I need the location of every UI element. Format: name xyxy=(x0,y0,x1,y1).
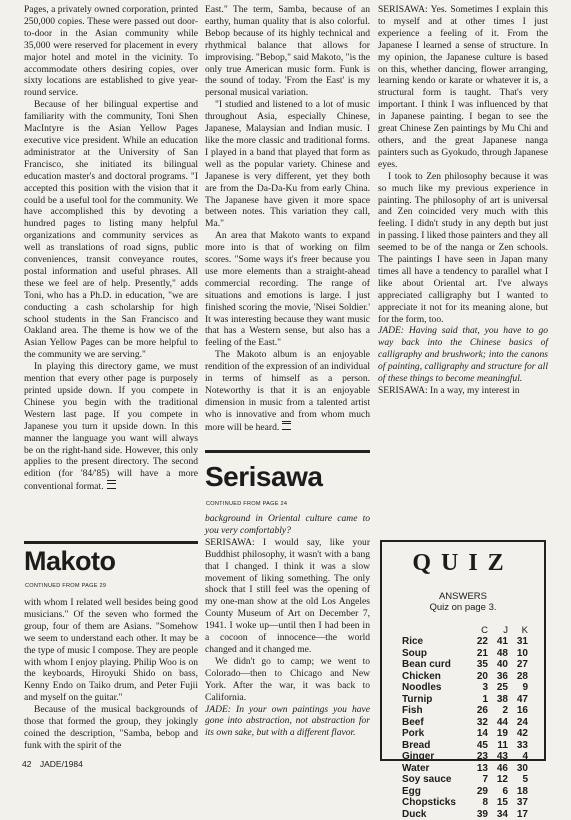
quiz-row xyxy=(402,671,528,683)
quiz-answer: 23 xyxy=(468,751,488,763)
quiz-answer: 10 xyxy=(508,648,528,660)
paragraph: with whom I related well besides being good musicians." Of the seven who formed the group, four of them are Asians. "Somehow we seem to understand each other. It may be the type of music I compose. They are people with whom I enjoy playing. Philip Woo is on the keyboards, Hiroyuki Shido on bass, Kenny Endo on Taiko drum, and Peter Fujii and myself on the guitar." xyxy=(24,597,198,704)
quiz-answer: 7 xyxy=(468,774,488,786)
paragraph: In playing this directory game, we must mention that every other page is purposely printed upside down. If you compete in Chinese you begin with the traditional Western last page. If you compete in Japanese you turn it upside down. In this manner the language you want will always be on the right-hand side. However, this only applies to the present directory. The second edition (for '84/'85) will have a more conventional format. xyxy=(24,361,198,493)
paragraph: Because of the musical backgrounds of those that formed the group, they jokingly coined the description, "Samba, bebop and funk with the spirit of the xyxy=(24,704,198,752)
makoto-rule xyxy=(24,541,198,544)
quiz-food: Duck xyxy=(402,809,468,820)
paragraph: I took to Zen philosophy because it was so much like my previous experience in painting. The philosophy of art is universal and Zen coincided very much with this feeling. I didn't study in any depth but just in passing. I liked those painters and they all seemed to be of the nanga or Zen schools. The paintings I have seen in Japan many times all have a tendency to parallel what I like about Oriental art. I've always appreciated calligraphy but I wanted to appreciate it not for its meaning alone, but for the form, too. xyxy=(378,171,548,326)
quiz-row xyxy=(402,763,528,775)
quiz-answer: 29 xyxy=(468,786,488,798)
quiz-row xyxy=(402,786,528,798)
quiz-answer: 17 xyxy=(508,809,528,820)
quiz-row xyxy=(402,648,528,660)
quiz-page-reference: Quiz on page 3. xyxy=(382,602,544,613)
quiz-food: Chicken xyxy=(402,671,468,683)
quiz-answer: 2 xyxy=(488,705,508,717)
publication-name: JADE/1984 xyxy=(40,759,83,769)
paragraph: Because of her bilingual expertise and familiarity with the community, Toni Shen MacIntyre is the Asian Yellow Pages executive vice president. While an education administrator at the University of San Francisco, she initiated its bilingual education master's and doctoral programs. "I accepted this position with the vision that it could be a useful tool for the community. We have accomplished this by devoting a hundred pages to listing many helpful organizations and community services as well as translations of road signs, public conveniences, transit conveyance routes, postal information and useful phrases. All these we feel are of help. Presently," adds Toni, who has a Ph.D. in education, "we are conducting a cash scholarship for high school students in the San Francisco and Oakland area. The theme is how we of the Asian Yellow Pages can be more helpful to the community we are serving." xyxy=(24,99,198,361)
quiz-answer: 6 xyxy=(488,786,508,798)
paragraph: An area that Makoto wants to expand more into is that of working on film scores. "Some ways it's freer because you use more elements than a straight-ahead commercial recording. The range of situations and emotions is large. I just finished scoring the movie, 'Nisei Soldier.' It was interesting because they want music that has a Western sense, but also has a feeling of the East." xyxy=(205,230,370,349)
quiz-column-header: C xyxy=(468,624,488,636)
paragraph: We didn't go to camp; we went to Colorado—then to Chicago and New York. After the war, it was back to California. xyxy=(205,656,370,704)
paragraph: JADE: Having said that, you have to go way back into the Chinese basics of calligraphy and brushwork; into the canons of painting, calligraphy and structure for all of these things to become meaningful. xyxy=(378,325,548,385)
quiz-answer: 35 xyxy=(468,659,488,671)
makoto-headline: Makoto xyxy=(24,548,116,575)
quiz-answer: 24 xyxy=(508,717,528,729)
serisawa-continued-label: CONTINUED FROM PAGE 24 xyxy=(206,501,287,507)
quiz-answer: 21 xyxy=(468,648,488,660)
quiz-row xyxy=(402,809,528,820)
quiz-answer: 31 xyxy=(508,636,528,648)
paragraph: SERISAWA: In a way, my interest in xyxy=(378,385,548,397)
page-footer xyxy=(22,759,89,769)
quiz-answer: 28 xyxy=(508,671,528,683)
quiz-food: Soy sauce xyxy=(402,774,468,786)
end-of-article-mark xyxy=(282,421,291,430)
quiz-answer: 45 xyxy=(468,740,488,752)
quiz-food: Turnip xyxy=(402,694,468,706)
quiz-answer: 37 xyxy=(508,797,528,809)
quiz-answers-table xyxy=(402,624,528,820)
quiz-row xyxy=(402,751,528,763)
quiz-food: Beef xyxy=(402,717,468,729)
quiz-row xyxy=(402,682,528,694)
quiz-answer: 36 xyxy=(488,671,508,683)
quiz-answer: 48 xyxy=(488,648,508,660)
column-2 xyxy=(205,4,370,434)
quiz-box xyxy=(380,540,546,761)
quiz-answer: 27 xyxy=(508,659,528,671)
quiz-answer: 9 xyxy=(508,682,528,694)
paragraph: "I studied and listened to a lot of music throughout Asia, especially Chinese, Japanese, Malaysian and Indian music. I like the more classic and traditional forms. I played in a band that played that form as well as the popular variety. Chinese and Japanese is very different, yet they both are from the Da-Da-Ku from early China. The Japanese have given it more space between notes. This variation they call, Ma." xyxy=(205,99,370,230)
quiz-answer: 19 xyxy=(488,728,508,740)
quiz-row xyxy=(402,740,528,752)
quiz-answer: 39 xyxy=(468,809,488,820)
quiz-row xyxy=(402,659,528,671)
quiz-food: Rice xyxy=(402,636,468,648)
quiz-food: Fish xyxy=(402,705,468,717)
page-number: 42 xyxy=(22,759,31,769)
quiz-answer: 34 xyxy=(488,809,508,820)
quiz-answer: 12 xyxy=(488,774,508,786)
column-1 xyxy=(24,4,198,493)
makoto-continued-label: CONTINUED FROM PAGE 29 xyxy=(25,583,106,589)
paragraph: SERISAWA: I would say, like your Buddhist philosophy, it wasn't with a bang that I changed. I think it was a slow movement of liking something. The only shock that I still feel was the opening of my one-man show at the old Los Angeles County Museum of Art on December 7, 1941. I woke up—until then I had been in a cocoon of innocence—the world changed and it changed me. xyxy=(205,537,370,656)
paragraph: SERISAWA: Yes. Sometimes I explain this to myself and at other times I just experience a feeling of it. From the Japanese I learned a sense of structure. In my opinion, the Japanese culture is based on this, whether dancing, flower arranging, learning kendo or karate or whatever it is, a structural form is taught. That's very important. I think I was influenced by that in Japanese painting. I began to see the great Chinese Zen paintings by Mu Chi and others, and the great Japanese nanga painters such as Gyokudo, through Japanese eyes. xyxy=(378,4,548,171)
quiz-answers-label: ANSWERS xyxy=(382,591,544,602)
quiz-row xyxy=(402,636,528,648)
quiz-answer: 32 xyxy=(468,717,488,729)
paragraph: The Makoto album is an enjoyable rendition of the expression of an individual in terms of himself as a person. Noteworthy is that it is an enjoyable dimension in music from a talented artist who is innovative and from whom much more will be heard. xyxy=(205,349,370,433)
quiz-food: Ginger xyxy=(402,751,468,763)
quiz-answer: 15 xyxy=(488,797,508,809)
column-3 xyxy=(378,4,548,397)
quiz-answer: 33 xyxy=(508,740,528,752)
quiz-answer: 44 xyxy=(488,717,508,729)
paragraph: Pages, a privately owned corporation, printed 250,000 copies. These were passed out door-to-door in the Asian community while 35,000 were reserved for placement in every major hotel and motel in the vicinity. To accommodate others desiring copies, over sixty locations are established to give year-round service. xyxy=(24,4,198,99)
serisawa-headline: Serisawa xyxy=(205,463,322,490)
quiz-answer: 26 xyxy=(468,705,488,717)
quiz-answer: 43 xyxy=(488,751,508,763)
paragraph: background in Oriental culture came to you very comfortably? xyxy=(205,513,370,537)
quiz-answer: 8 xyxy=(468,797,488,809)
quiz-answer: 4 xyxy=(508,751,528,763)
quiz-column-header: J xyxy=(488,624,508,636)
quiz-answer: 30 xyxy=(508,763,528,775)
quiz-answer: 47 xyxy=(508,694,528,706)
end-of-article-mark xyxy=(107,480,116,489)
paragraph: JADE: In your own paintings you have gone into abstraction, not abstraction for its own sake, but with a different flavor. xyxy=(205,704,370,740)
quiz-answer: 16 xyxy=(508,705,528,717)
aypages-article-text xyxy=(24,4,198,493)
quiz-row xyxy=(402,797,528,809)
quiz-answer: 41 xyxy=(488,636,508,648)
quiz-answer: 46 xyxy=(488,763,508,775)
serisawa-rule xyxy=(205,450,370,453)
quiz-title: QUIZ xyxy=(382,550,544,577)
quiz-row xyxy=(402,694,528,706)
quiz-food: Soup xyxy=(402,648,468,660)
serisawa-article-text xyxy=(205,513,370,739)
quiz-row xyxy=(402,728,528,740)
quiz-answer: 40 xyxy=(488,659,508,671)
quiz-food: Bread xyxy=(402,740,468,752)
quiz-answer: 38 xyxy=(488,694,508,706)
quiz-answer: 5 xyxy=(508,774,528,786)
quiz-answer: 25 xyxy=(488,682,508,694)
makoto-article-text xyxy=(24,597,198,752)
quiz-answer: 3 xyxy=(468,682,488,694)
quiz-food: Pork xyxy=(402,728,468,740)
quiz-answer: 14 xyxy=(468,728,488,740)
quiz-answer: 13 xyxy=(468,763,488,775)
quiz-answer: 11 xyxy=(488,740,508,752)
quiz-answer: 22 xyxy=(468,636,488,648)
quiz-food: Egg xyxy=(402,786,468,798)
quiz-answer: 42 xyxy=(508,728,528,740)
quiz-food: Chopsticks xyxy=(402,797,468,809)
quiz-food: Noodles xyxy=(402,682,468,694)
quiz-answer: 20 xyxy=(468,671,488,683)
quiz-row xyxy=(402,717,528,729)
quiz-answer: 18 xyxy=(508,786,528,798)
quiz-answer: 1 xyxy=(468,694,488,706)
quiz-column-header: K xyxy=(508,624,528,636)
quiz-food: Water xyxy=(402,763,468,775)
quiz-row xyxy=(402,705,528,717)
quiz-food: Bean curd xyxy=(402,659,468,671)
paragraph: East." The term, Samba, because of an earthy, human quality that is also colorful. Bebop because of its highly technical and rhythmical balance that allows for improvising. "Bebop," said Makoto, "is the only true American music form. Funk is the sound of today. 'From the East' is my personal musical variation. xyxy=(205,4,370,99)
